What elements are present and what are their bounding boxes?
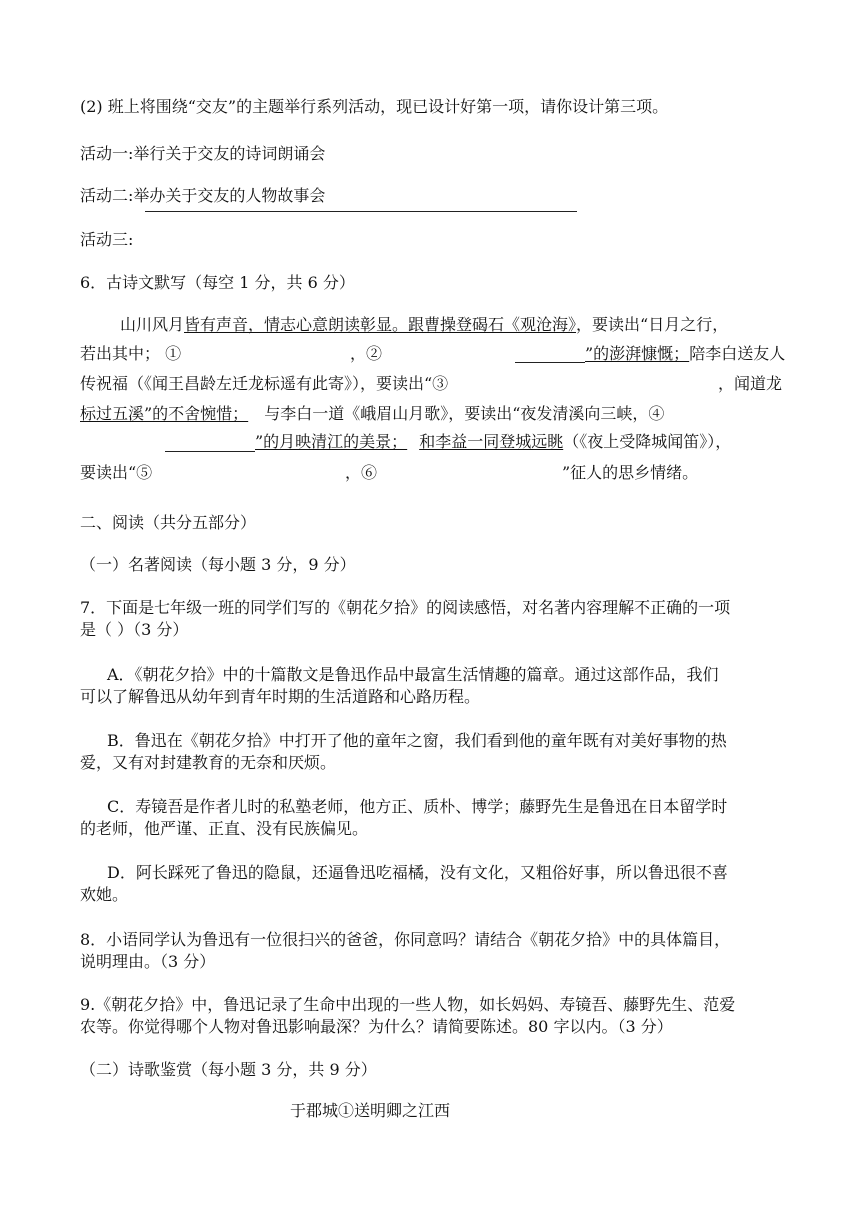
q6-l5-a: ”的月映清江的美景； (255, 432, 408, 451)
q6-l1-a: 山川风月 (120, 315, 185, 334)
activity-3-label: 活动三: (80, 230, 134, 249)
q7-option-b-2: 爱，又有对封建教育的无奈和厌烦。 (80, 753, 337, 772)
activity-2 (80, 186, 325, 206)
q7-option-a-2: 可以了解鲁迅从幼年到青年时期的生活道路和心路历程。 (80, 687, 481, 706)
part2-title: 二、阅读（共分五部分） (80, 513, 257, 532)
q7-option-c-1[interactable]: C．寿镜吾是作者儿时的私塾老师，他方正、质朴、博学；藤野先生是鲁迅在日本留学时 (107, 797, 728, 816)
q6-line-5 (255, 432, 731, 452)
blank-4-line[interactable] (165, 451, 255, 452)
part2-sub1: （一）名著阅读（每小题 3 分，9 分） (80, 555, 356, 574)
q6-title: 6．古诗文默写（每空 1 分，共 6 分） (80, 273, 355, 292)
q5-2-prompt: (2) 班上将围绕“交友”的主题举行系列活动，现已设计好第一项，请你设计第三项。 (80, 97, 669, 116)
blank-2-tail-line[interactable] (515, 362, 585, 363)
activity-1: 活动一:举行关于交友的诗词朗诵会 (80, 144, 326, 163)
q7-option-a-1[interactable]: A．《朝花夕拾》中的十篇散文是鲁迅作品中最富生活情趣的篇章。通过这部作品，我们 (107, 665, 719, 684)
q6-l6-b: ，⑥ (345, 463, 378, 482)
q8-line-2: 说明理由。（3 分） (80, 952, 216, 971)
activity-2-answer-line[interactable] (145, 211, 577, 212)
q7-option-d-2: 欢她。 (80, 885, 129, 904)
part2-sub2: （二）诗歌鉴赏（每小题 3 分，共 9 分） (80, 1060, 377, 1079)
q7-stem-1: 7．下面是七年级一班的同学们写的《朝花夕拾》的阅读感悟，对名著内容理解不正确的一项 (80, 598, 731, 617)
q7-stem-2: 是（ ）（3 分） (80, 620, 189, 639)
q9-line-2: 农等。你觉得哪个人物对鲁迅影响最深？为什么？请简要陈述。80 字以内。（3 分） (80, 1017, 673, 1036)
q6-l6-c: ”征人的思乡情绪。 (562, 463, 699, 482)
q6-l2-cd (585, 344, 785, 364)
q6-l4-a: 标过五溪”的不舍惋惜； (80, 404, 249, 423)
q6-l5-c: （《夜上受降城闻笛》）， (563, 432, 732, 451)
activity-2-text: 举办关于交友的人物故事会 (133, 186, 326, 205)
q6-l4-b: 与李白一道《峨眉山月歌》，要读出“夜发清溪向三峡，④ (264, 404, 665, 423)
q6-l5-b: 和李益一同登城远眺 (419, 432, 564, 451)
q9-line-1: 9.《朝花夕拾》中，鲁迅记录了生命中出现的一些人物，如长妈妈、寿镜吾、藤野先生、范爱 (80, 995, 736, 1014)
q8-line-1: 8．小语同学认为鲁迅有一位很扫兴的爸爸，你同意吗？请结合《朝花夕拾》中的具体篇目， (80, 930, 731, 949)
q6-l2-a: 若出其中； ① (80, 344, 182, 363)
q6-l1-b: 皆有声音，情志心意朗读彰显。跟曹操登碣石《观沧海》 (184, 315, 577, 334)
q7-option-b-1[interactable]: B．鲁迅在《朝花夕拾》中打开了他的童年之窗，我们看到他的童年既有对美好事物的热 (107, 731, 727, 750)
q7-option-d-1[interactable]: D．阿长踩死了鲁迅的隐鼠，还逼鲁迅吃福橘，没有文化，又粗俗好事，所以鲁迅很不喜 (107, 863, 728, 882)
q6-l2-c: ”的澎湃慷慨； (585, 344, 690, 363)
q6-line-4 (80, 404, 664, 424)
activity-2-label: 活动二: (80, 186, 134, 205)
q6-l6-a: 要读出“⑤ (80, 463, 153, 482)
q6-l2-d: 陪李白送友人 (689, 344, 786, 363)
q6-l2-b: ，② (350, 344, 383, 363)
q6-l1-c: ，要读出“日月之行， (576, 315, 729, 334)
poem-title: 于郡城①送明卿之江西 (290, 1101, 451, 1120)
q6-line-1 (120, 315, 728, 335)
q6-l3-b: ，闻道龙 (718, 374, 783, 393)
q6-l3-a: 传祝福（《闻王昌龄左迁龙标遥有此寄》），要读出“③ (80, 374, 449, 393)
q7-option-c-2: 的老师，他严谨、正直、没有民族偏见。 (80, 819, 369, 838)
